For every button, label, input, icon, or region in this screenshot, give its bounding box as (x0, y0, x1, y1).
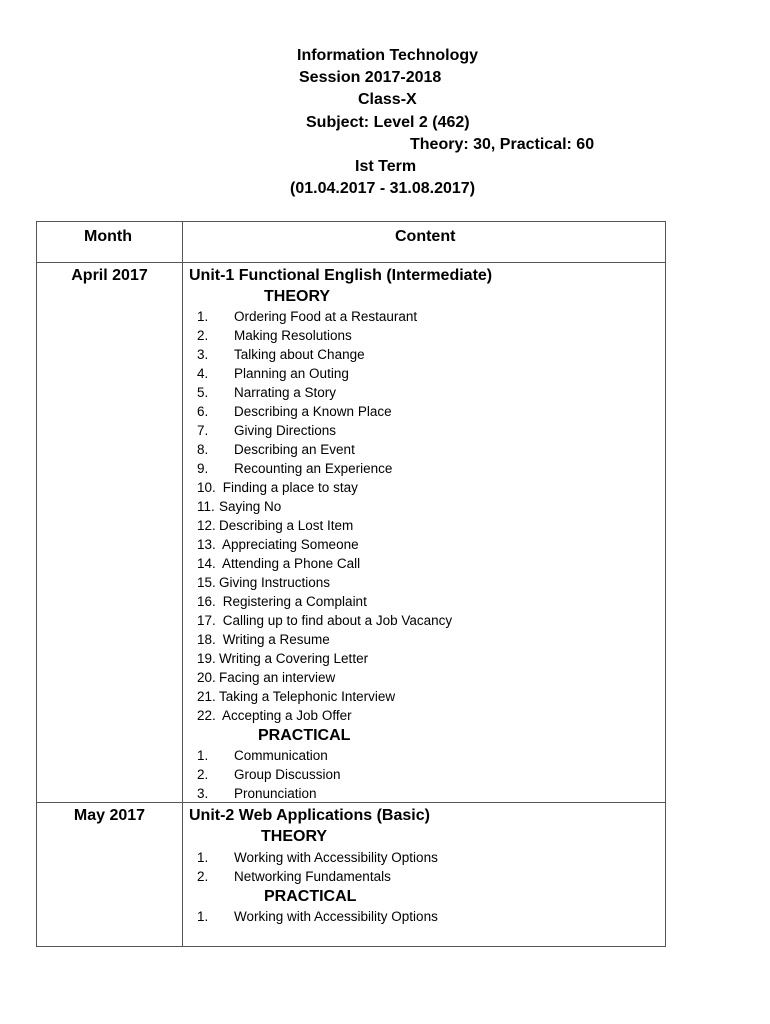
list-item-text: Calling up to find about a Job Vacancy (219, 613, 453, 628)
list-item-text: Planning an Outing (234, 366, 349, 381)
list-item (197, 746, 341, 765)
row-month: April 2017 (71, 267, 148, 284)
list-item (197, 649, 452, 668)
list-item (197, 345, 452, 364)
row-divider (37, 802, 665, 803)
list-item-number: 5. (197, 385, 209, 400)
list-item-number: 11. (197, 499, 215, 514)
list-item-number: 10. (197, 480, 216, 495)
list-item (197, 554, 452, 573)
list-item-number: 17. (197, 613, 216, 628)
list-item-number: 2. (197, 328, 209, 343)
syllabus-table (36, 221, 666, 947)
list-item-number: 15. (197, 575, 216, 590)
list-item (197, 478, 452, 497)
list-item-number: 8. (197, 442, 209, 457)
list-item (197, 364, 452, 383)
list-item-number: 19. (197, 651, 216, 666)
list-item-number: 16. (197, 594, 216, 609)
list-item-text: Pronunciation (234, 786, 317, 801)
list-item-number: 2. (197, 767, 209, 782)
list-item (197, 867, 438, 886)
list-item-number: 20. (197, 670, 216, 685)
list-item-number: 7. (197, 423, 209, 438)
list-item-text: Ordering Food at a Restaurant (234, 309, 418, 324)
list-item-number: 12. (197, 518, 216, 533)
list-item-text: Writing a Resume (219, 632, 330, 647)
list-item-text: Facing an interview (219, 670, 336, 685)
list-item-text: Accepting a Job Offer (219, 708, 352, 723)
list-item-text: Networking Fundamentals (234, 869, 391, 884)
header-class: Class-X (358, 91, 417, 108)
list-item-text: Narrating a Story (234, 385, 337, 400)
list-item-number: 6. (197, 404, 209, 419)
list-item (197, 459, 452, 478)
theory-heading: THEORY (264, 288, 331, 305)
list-item (197, 440, 452, 459)
list-item (197, 784, 341, 803)
list-item (197, 535, 452, 554)
header-marks: Theory: 30, Practical: 60 (410, 136, 595, 153)
list-item-number: 21. (197, 689, 216, 704)
list-item-number: 3. (197, 347, 209, 362)
list-item (197, 421, 452, 440)
list-item (197, 765, 341, 784)
list-item-text: Writing a Covering Letter (219, 651, 369, 666)
list-item (197, 611, 452, 630)
list-item-text: Working with Accessibility Options (234, 909, 438, 924)
header-term: Ist Term (355, 158, 417, 175)
list-item-text: Describing a Lost Item (219, 518, 354, 533)
list-item (197, 326, 452, 345)
list-item (197, 668, 452, 687)
list-item-number: 13. (197, 537, 216, 552)
unit-title: Unit-1 Functional English (Intermediate) (189, 267, 493, 284)
list-item (197, 848, 438, 867)
header-term-dates: (01.04.2017 - 31.08.2017) (290, 180, 476, 197)
row-month: May 2017 (73, 807, 146, 824)
list-item-number: 1. (197, 850, 209, 865)
list-item-number: 4. (197, 366, 209, 381)
list-item-number: 1. (197, 748, 209, 763)
row-divider (37, 262, 665, 263)
list-item-text: Registering a Complaint (219, 594, 367, 609)
list-item-text: Recounting an Experience (234, 461, 393, 476)
header-session: Session 2017-2018 (299, 69, 442, 86)
list-item-text: Attending a Phone Call (219, 556, 361, 571)
list-item-number: 22. (197, 708, 216, 723)
list-item-number: 1. (197, 909, 209, 924)
list-item-text: Giving Directions (234, 423, 337, 438)
list-item-text: Appreciating Someone (219, 537, 359, 552)
list-item-text: Making Resolutions (234, 328, 352, 343)
list-item (197, 402, 452, 421)
list-item-number: 9. (197, 461, 209, 476)
unit-title: Unit-2 Web Applications (Basic) (189, 807, 430, 824)
column-header-content: Content (395, 228, 456, 245)
theory-heading: THEORY (261, 828, 328, 845)
practical-list (197, 746, 341, 803)
header-subject-title: Information Technology (297, 47, 479, 64)
list-item (197, 497, 452, 516)
list-item-text: Describing a Known Place (234, 404, 392, 419)
list-item (197, 383, 452, 402)
list-item-number: 1. (197, 309, 209, 324)
list-item (197, 592, 452, 611)
column-header-month: Month (84, 228, 132, 245)
list-item-number: 18. (197, 632, 216, 647)
list-item-number: 2. (197, 869, 209, 884)
header-subject-level: Subject: Level 2 (462) (306, 114, 470, 131)
list-item-text: Talking about Change (234, 347, 365, 362)
column-divider (182, 222, 183, 946)
list-item (197, 307, 452, 326)
practical-list (197, 907, 438, 926)
list-item-text: Group Discussion (234, 767, 341, 782)
list-item-text: Describing an Event (234, 442, 355, 457)
list-item (197, 630, 452, 649)
practical-heading: PRACTICAL (264, 888, 357, 905)
list-item-text: Giving Instructions (219, 575, 331, 590)
list-item-text: Communication (234, 748, 328, 763)
list-item-text: Working with Accessibility Options (234, 850, 438, 865)
practical-heading: PRACTICAL (258, 727, 351, 744)
list-item (197, 687, 452, 706)
list-item (197, 573, 452, 592)
list-item (197, 706, 452, 725)
theory-list (197, 848, 438, 886)
list-item-text: Taking a Telephonic Interview (219, 689, 396, 704)
list-item-number: 14. (197, 556, 216, 571)
list-item-number: 3. (197, 786, 209, 801)
list-item-text: Finding a place to stay (219, 480, 358, 495)
list-item (197, 907, 438, 926)
list-item (197, 516, 452, 535)
list-item-text: Saying No (219, 499, 282, 514)
theory-list (197, 307, 452, 725)
